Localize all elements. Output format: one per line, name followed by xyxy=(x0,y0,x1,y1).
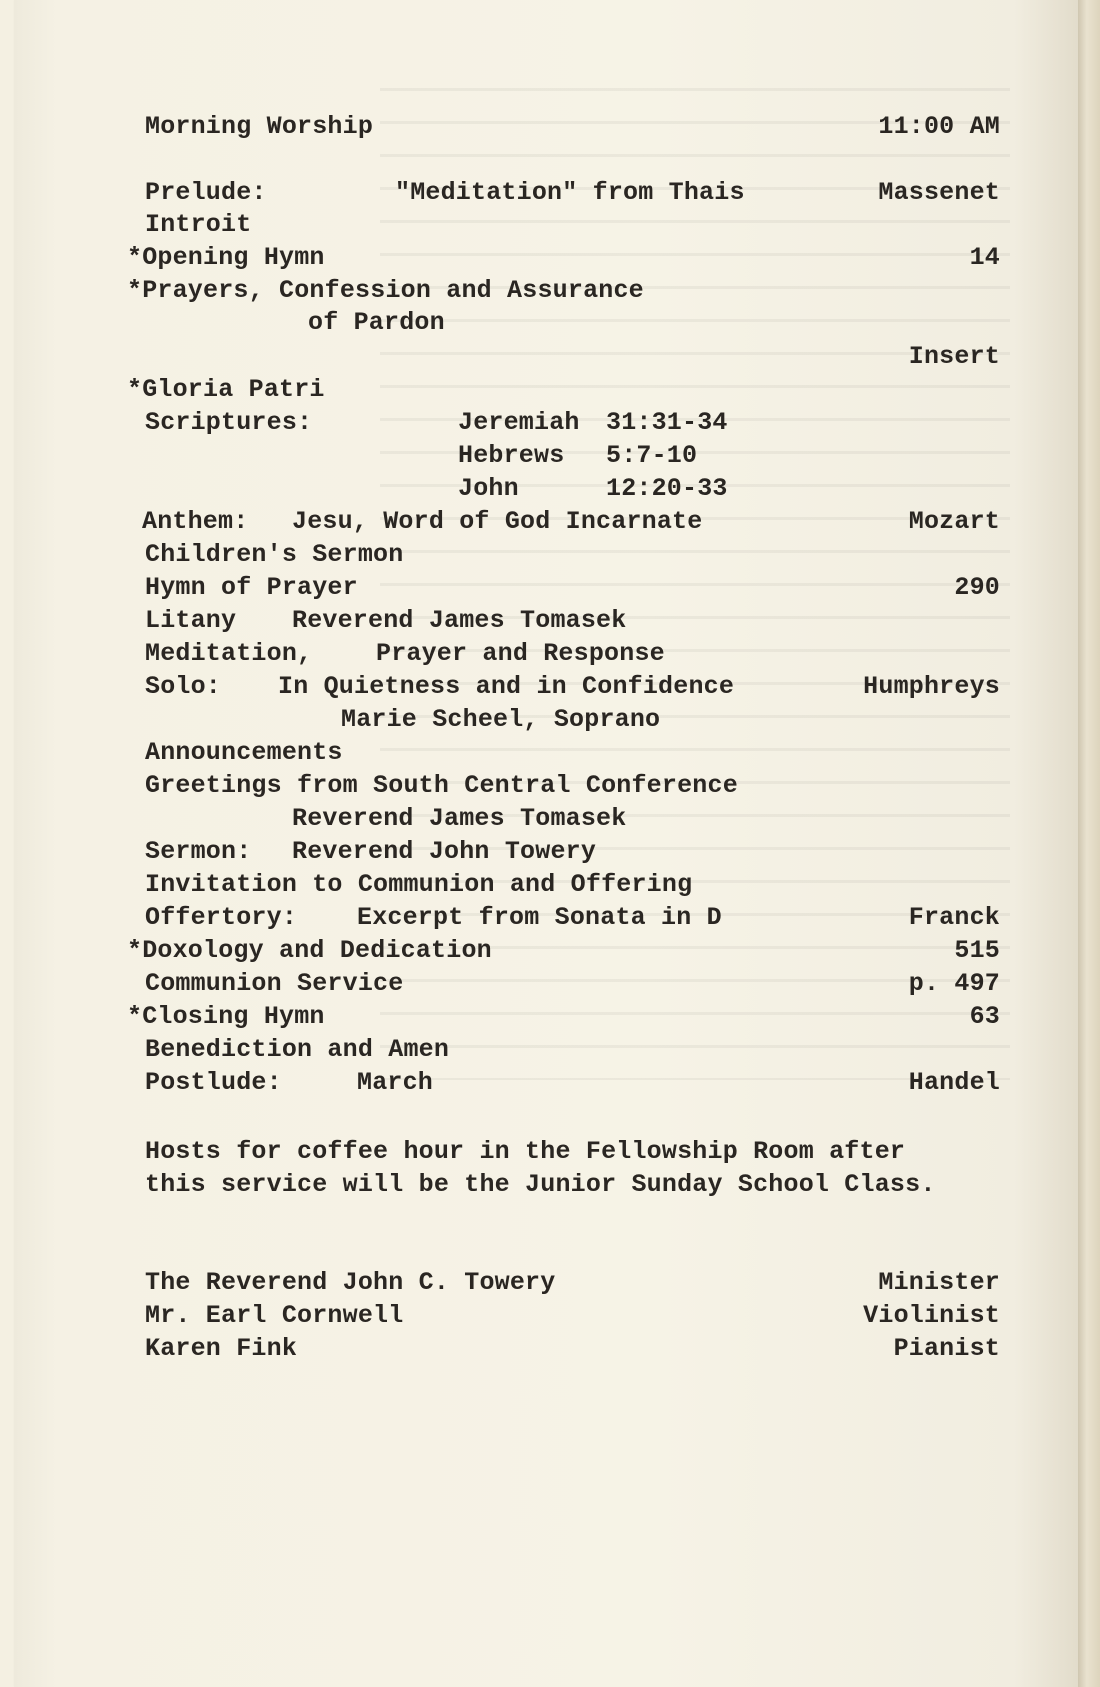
scriptures-label: Scriptures: xyxy=(145,408,313,437)
coffee-notice-line2: this service will be the Junior Sunday School Class. xyxy=(145,1170,936,1199)
introit: Introit xyxy=(145,210,252,239)
scripture-book: Hebrews xyxy=(458,441,565,470)
communion-page: p. 497 xyxy=(908,969,1000,998)
prelude-composer: Massenet xyxy=(878,178,1000,207)
greetings-line1: Greetings from South Central Conference xyxy=(145,771,738,800)
doxology-label: *Doxology and Dedication xyxy=(127,936,492,965)
staff-name: The Reverend John C. Towery xyxy=(145,1268,556,1297)
greetings-line2: Reverend James Tomasek xyxy=(292,804,627,833)
scripture-ref: 12:20-33 xyxy=(606,474,728,503)
coffee-notice-line1: Hosts for coffee hour in the Fellowship Room after xyxy=(145,1137,906,1166)
scripture-book: John xyxy=(458,474,519,503)
sermon-label: Sermon: xyxy=(145,837,252,866)
scripture-ref: 5:7-10 xyxy=(606,441,698,470)
scripture-book: Jeremiah xyxy=(458,408,580,437)
postlude-title: March xyxy=(357,1068,434,1097)
litany-leader: Reverend James Tomasek xyxy=(292,606,627,635)
announcements: Announcements xyxy=(145,738,343,767)
sermon-preacher: Reverend John Towery xyxy=(292,837,597,866)
service-title: Morning Worship xyxy=(145,112,374,141)
service-time: 11:00 AM xyxy=(878,112,1000,141)
offertory-composer: Franck xyxy=(908,903,1000,932)
anthem-label: Anthem: xyxy=(142,507,249,536)
postlude-label: Postlude: xyxy=(145,1068,282,1097)
anthem-composer: Mozart xyxy=(908,507,1000,536)
communion-label: Communion Service xyxy=(145,969,404,998)
benediction: Benediction and Amen xyxy=(145,1035,450,1064)
page-edge xyxy=(1078,0,1100,1687)
prelude-title: "Meditation" from Thais xyxy=(395,178,745,207)
solo-performer: Marie Scheel, Soprano xyxy=(341,705,661,734)
meditation-rest: Prayer and Response xyxy=(376,639,665,668)
solo-composer: Humphreys xyxy=(863,672,1000,701)
opening-hymn-number: 14 xyxy=(969,243,1000,272)
prelude-label: Prelude: xyxy=(145,178,267,207)
scripture-ref: 31:31-34 xyxy=(606,408,728,437)
closing-hymn-label: *Closing Hymn xyxy=(127,1002,325,1031)
solo-title: In Quietness and in Confidence xyxy=(278,672,735,701)
hymn-of-prayer-label: Hymn of Prayer xyxy=(145,573,358,602)
solo-label: Solo: xyxy=(145,672,222,701)
postlude-composer: Handel xyxy=(908,1068,1000,1097)
prayers-line2: of Pardon xyxy=(308,308,445,337)
staff-name: Mr. Earl Cornwell xyxy=(145,1301,404,1330)
meditation-label: Meditation, xyxy=(145,639,313,668)
prayers-line1: *Prayers, Confession and Assurance xyxy=(127,276,644,305)
offertory-title: Excerpt from Sonata in D xyxy=(357,903,722,932)
litany-label: Litany xyxy=(145,606,237,635)
staff-name: Karen Fink xyxy=(145,1334,298,1363)
prayers-note: Insert xyxy=(908,342,1000,371)
anthem-title: Jesu, Word of God Incarnate xyxy=(292,507,703,536)
opening-hymn-label: *Opening Hymn xyxy=(127,243,325,272)
offertory-label: Offertory: xyxy=(145,903,298,932)
childrens-sermon: Children's Sermon xyxy=(145,540,404,569)
gloria-patri: *Gloria Patri xyxy=(127,375,325,404)
staff-role: Minister xyxy=(878,1268,1000,1297)
staff-role: Violinist xyxy=(863,1301,1000,1330)
hymn-of-prayer-number: 290 xyxy=(954,573,1000,602)
staff-role: Pianist xyxy=(893,1334,1000,1363)
closing-hymn-number: 63 xyxy=(969,1002,1000,1031)
doxology-number: 515 xyxy=(954,936,1000,965)
invitation: Invitation to Communion and Offering xyxy=(145,870,693,899)
